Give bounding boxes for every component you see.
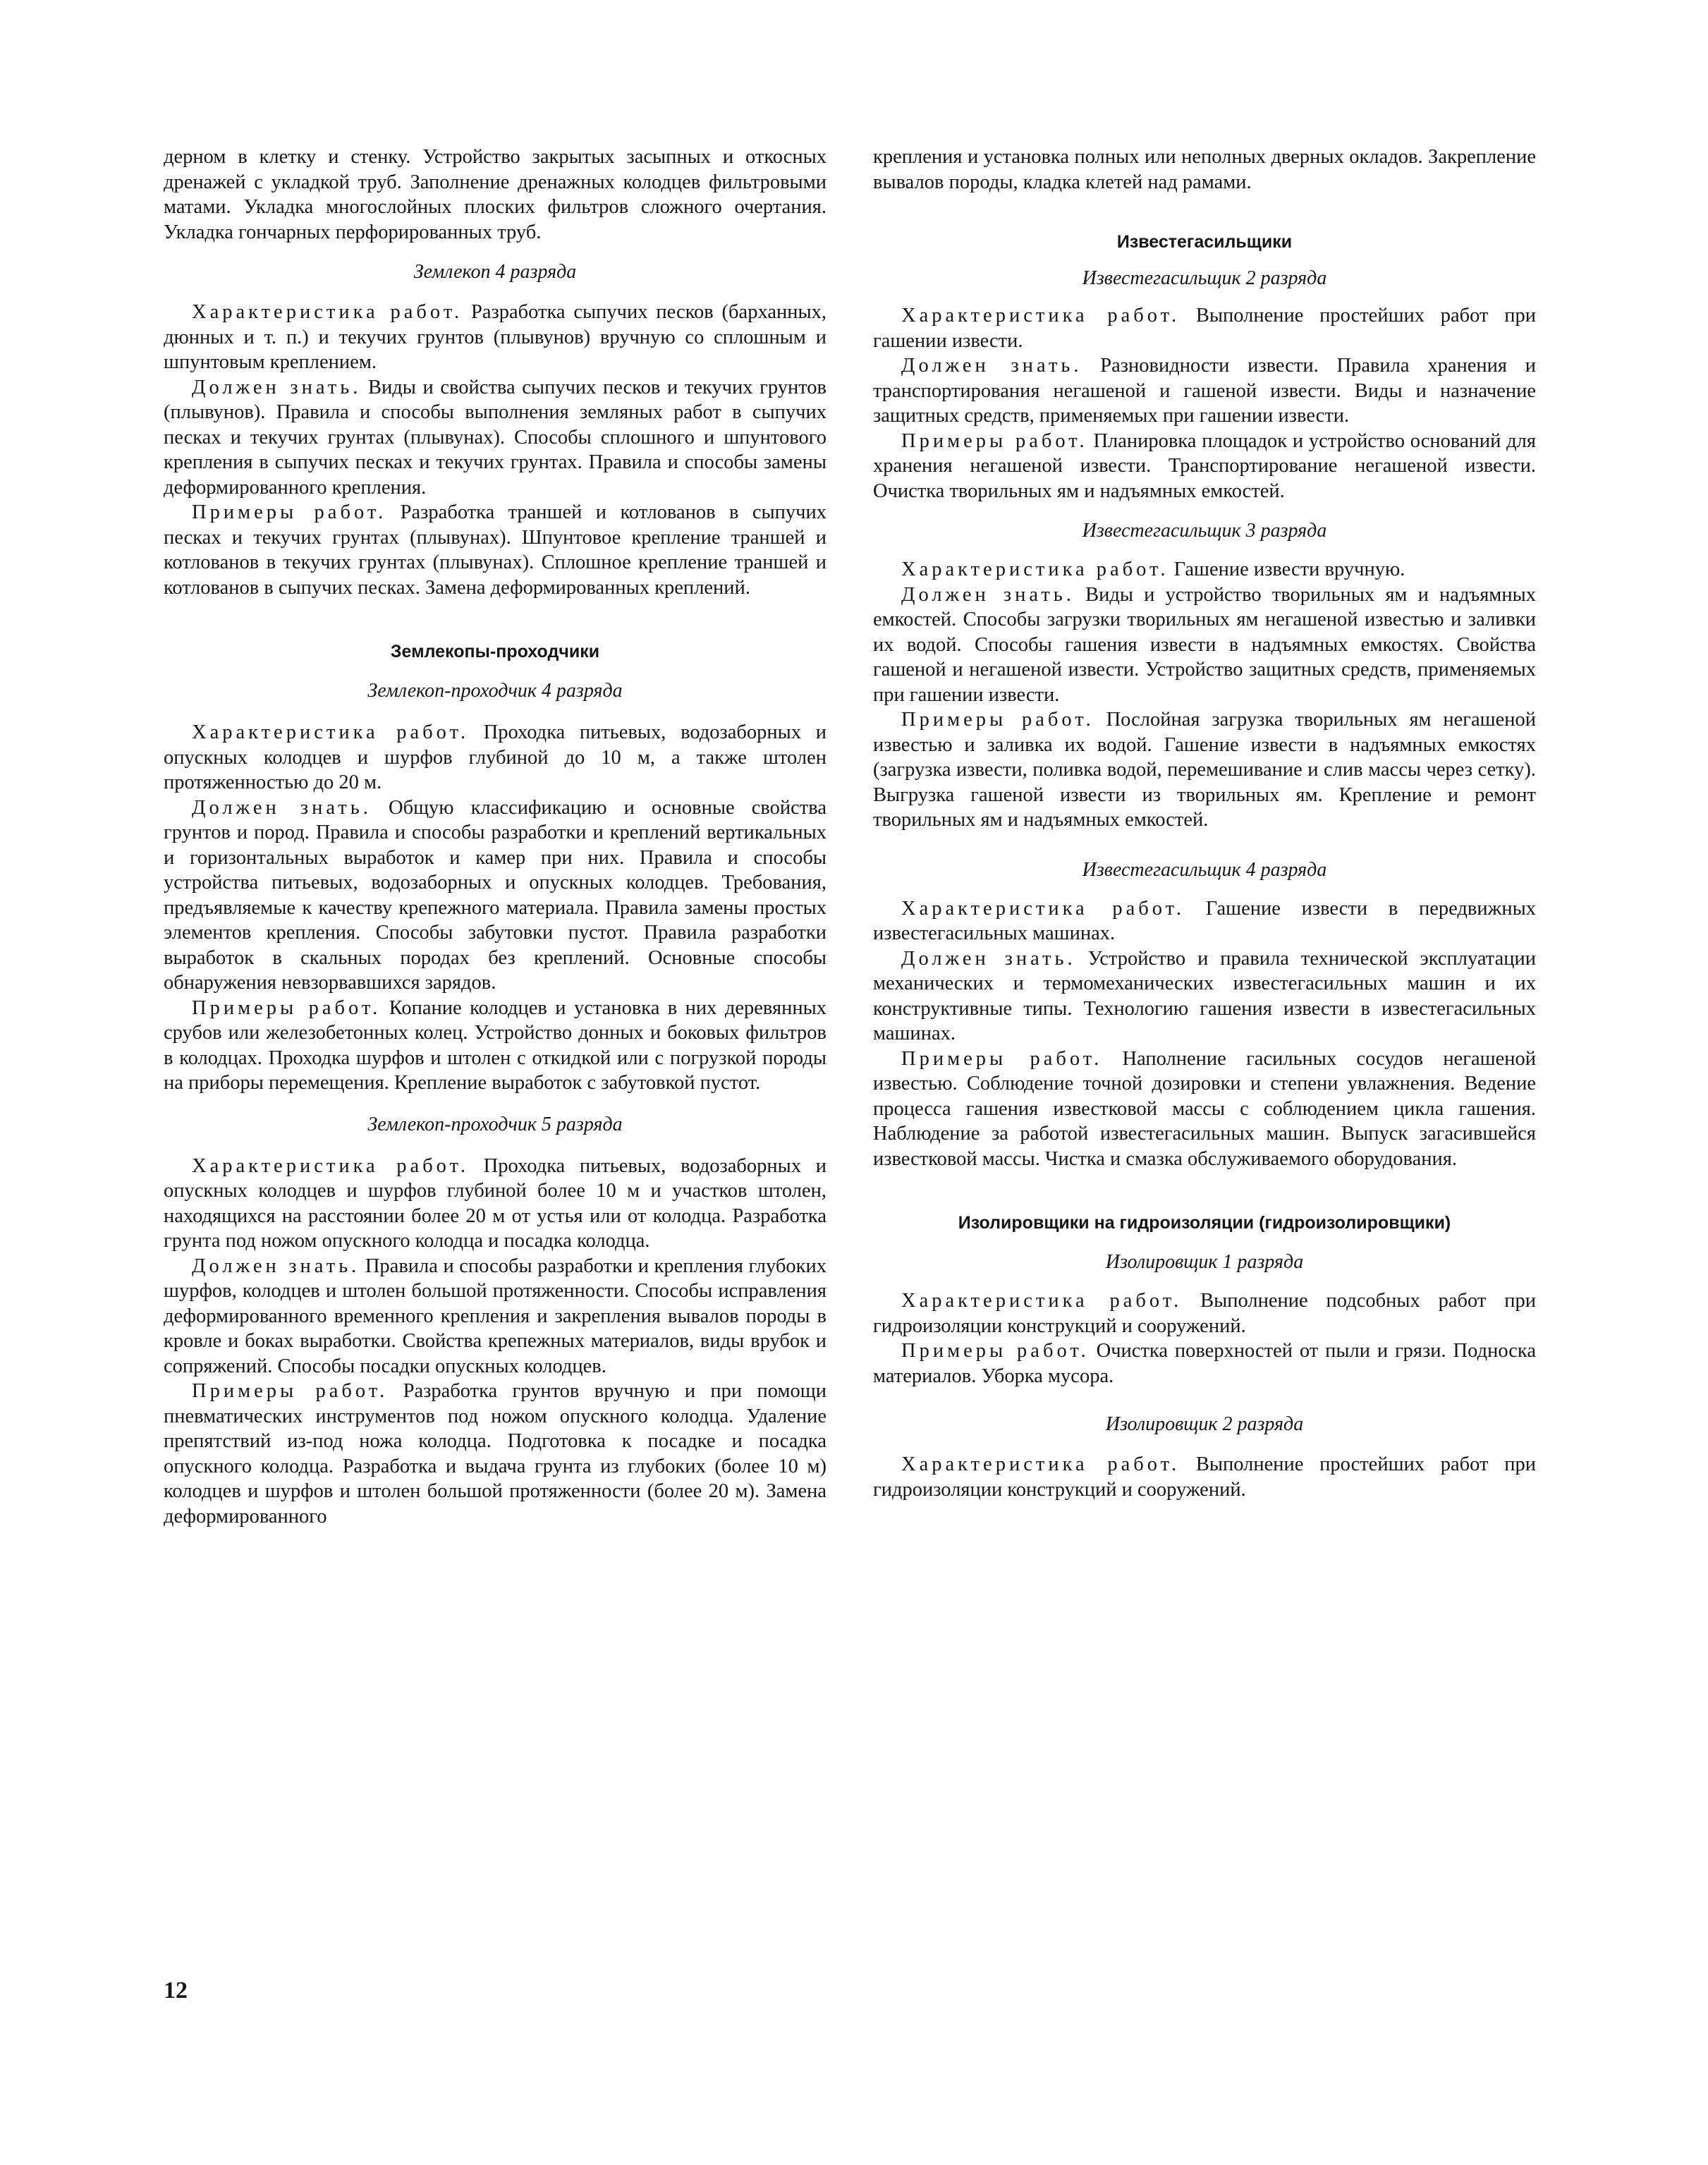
knowledge-label: Должен знать. [901,947,1076,970]
izvestegasilshchik-4-examples [873,1047,1536,1172]
knowledge-text: Общую классификацию и основные свойства грунтов и пород. Правила и способы разработки и креплений вертикальных и горизонтальных выработок и камер при них. Правила и способы устройства питьевых, водозаборных и опускных колодцев. Требования, предъявляемые к качеству крепежного материала. Правила замены простых элементов крепления. Способы забутовки пустот. Правила разработки выработок в скальных породах без креплений. Основные способы обнаружения невзорвавшихся зарядов. [164,796,826,994]
knowledge-label: Должен знать. [901,355,1082,377]
group-title-zemlekopy-prokhodchiki: Землекопы-проходчики [390,642,600,661]
section-title-izvestegasilshchik-4: Известегасильщик 4 разряда [1082,858,1327,881]
izolirovshchik-1-examples [873,1338,1536,1389]
characteristics-text: Разработка сыпучих песков (барханных, дюнных и т. п.) и текучих грунтов (плывунов) вручную со сплошным и шпунтовым креплением. [164,301,826,373]
zemlekop-4-knowledge [164,375,826,501]
izvestegasilshchik-3-knowledge [873,583,1536,708]
characteristics-text: Проходка питьевых, водозаборных и опускных колодцев и шурфов глубиной до 10 м, а также штолен протяженностью до 20 м. [164,721,826,793]
examples-label: Примеры работ. [192,501,387,523]
right-intro-paragraph: крепления и установка полных или неполных дверных окладов. Закрепление вывалов породы, кладка клетей над рамами. [873,146,1536,193]
section-title-zemlekop-4: Землекоп 4 разряда [413,261,577,283]
section-title-izolirovshchik-2: Изолировщик 2 разряда [1105,1413,1304,1435]
knowledge-label: Должен знать. [192,376,362,398]
examples-label: Примеры работ. [901,709,1094,731]
characteristics-text: Гашение извести вручную. [1169,559,1405,580]
zemlekop-prokhodchik-4-examples [164,996,826,1096]
izvestegasilshchik-3-examples [873,707,1536,833]
examples-text: Разработка траншей и котлованов в сыпучих песках и текучих грунтах (плывунах). Шпунтовое крепление траншей и котлованов в текучих грунтах (плывунах). Сплошное крепление траншей и котлованов в сыпучих песках. Замена деформированных креплений. [164,501,826,599]
section-title-izvestegasilshchik-3: Известегасильщик 3 разряда [1082,520,1327,542]
characteristics-label: Характеристика работ. [901,1290,1183,1312]
examples-label: Примеры работ. [901,429,1088,452]
examples-text: Разработка грунтов вручную и при помощи пневматических инструментов под ножом опускного колодца. Удаление препятствий из-под ножа колодца. Подготовка к посадке и посадка опускного колодца. Разработка и выдача грунта из глубоких (более 10 м) колодцев и шурфов и штолен большой протяженности (более 20 м). Замена деформированного [164,1380,826,1527]
examples-text: Наполнение гасильных сосудов негашеной известью. Соблюдение точной дозировки и степени увлажнения. Ведение процесса гашения известковой массы с соблюдением цикла гашения. Наблюдение за работой известегасильных машин. Выпуск загасившейся известковой массы. Чистка и смазка обслуживаемого оборудования. [873,1047,1536,1170]
group-title-izvestegasilshchiki: Известегасильщики [1116,232,1293,252]
characteristics-text: Выполнение простейших работ при гашении извести. [873,305,1536,352]
section-title-zemlekop-prokhodchik-4: Землекоп-проходчик 4 разряда [367,680,623,702]
izvestegasilshchik-2-examples [873,429,1536,504]
izolirovshchik-2-characteristics [873,1452,1536,1502]
izvestegasilshchik-2-knowledge [873,353,1536,429]
section-title-izvestegasilshchik-2: Известегасильщик 2 разряда [1082,267,1327,289]
section-title-zemlekop-prokhodchik-5: Землекоп-проходчик 5 разряда [367,1113,623,1135]
characteristics-label: Характеристика работ. [192,301,463,323]
zemlekop-prokhodchik-4-knowledge [164,795,826,996]
examples-label: Примеры работ. [192,996,382,1019]
characteristics-label: Характеристика работ. [901,305,1181,327]
examples-text: Планировка площадок и устройство оснований для хранения негашеной извести. Транспортирование негашеной извести. Очистка творильных ям и надъямных емкостей. [873,429,1536,502]
examples-text: Послойная загрузка творильных ям негашеной известью и заливка их водой. Гашение извести в надъямных емкостях (загрузка извести, поливка водой, перемешивание и слив массы через сетку). Выгрузка гашеной извести из творильных ям. Крепление и ремонт творильных ям и надъямных емкостей. [873,709,1536,831]
zemlekop-prokhodchik-5-examples [164,1379,826,1529]
knowledge-text: Правила и способы разработки и крепления глубоких шурфов, колодцев и штолен большой протяженности. Способы исправления деформированного временного крепления и закрепления вывалов породы в кровле и боках выработки. Свойства крепежных материалов, виды врубок и сопряжений. Способы посадки опускных колодцев. [164,1255,826,1377]
right-column [873,145,1536,1502]
characteristics-text: Выполнение подсобных работ при гидроизоляции конструкций и сооружений. [873,1290,1536,1337]
characteristics-label: Характеристика работ. [901,559,1169,580]
group-title-izolirovshchiki: Изолировщики на гидроизоляции (гидроизолировщики) [958,1213,1451,1233]
characteristics-label: Характеристика работ. [901,1453,1181,1475]
zemlekop-prokhodchik-5-characteristics [164,1154,826,1254]
knowledge-text: Виды и устройство творильных ям и надъямных емкостей. Способы загрузки творильных ям негашеной известью и заливки их водой. Способы гашения извести в надъямных емкостях. Свойства гашеной и негашеной извести. Устройство защитных средств, применяемых при гашении извести. [873,583,1536,706]
page-number: 12 [164,1977,188,2004]
knowledge-label: Должен знать. [192,1255,360,1277]
characteristics-text: Проходка питьевых, водозаборных и опускных колодцев и шурфов глубиной более 10 м и участков штолен, находящихся на расстоянии более 20 м от устья или от колодца. Разработка грунта под ножом опускного колодца и посадка колодца. [164,1154,826,1252]
izvestegasilshchik-2-characteristics [873,303,1536,353]
characteristics-label: Характеристика работ. [901,897,1185,920]
examples-label: Примеры работ. [192,1380,389,1402]
characteristics-text: Гашение извести в передвижных известегасильных машинах. [873,897,1536,944]
left-intro-paragraph: дерном в клетку и стенку. Устройство закрытых засыпных и откосных дренажей с укладкой труб. Заполнение дренажных колодцев фильтровыми матами. Укладка многослойных плоских фильтров сложного очертания. Укладка гончарных перфорированных труб. [164,146,826,243]
zemlekop-4-characteristics [164,300,826,375]
knowledge-text: Виды и свойства сыпучих песков и текучих грунтов (плывунов). Правила и способы выполнения земляных работ в сыпучих песках и текучих грунтах (плывунах). Способы сплошного и шпунтового крепления в сыпучих песках и текучих грунтах. Правила и способы замены деформированного крепления. [164,376,826,499]
izvestegasilshchik-4-knowledge [873,946,1536,1047]
characteristics-label: Характеристика работ. [192,1154,469,1177]
characteristics-label: Характеристика работ. [192,721,469,743]
izvestegasilshchik-4-characteristics [873,896,1536,946]
characteristics-text: Выполнение простейших работ при гидроизоляции конструкций и сооружений. [873,1453,1536,1501]
examples-text: Копание колодцев и установка в них деревянных срубов или железобетонных колец. Устройство донных и боковых фильтров в колодцах. Проходка шурфов и штолен с откидкой или с погрузкой породы на приборы перемещения. Крепление выработок с забутовкой пустот. [164,996,826,1094]
knowledge-text: Разновидности извести. Правила хранения и транспортирования негашеной и гашеной извести. Виды и назначение защитных средств, применяемых при гашении извести. [873,355,1537,427]
knowledge-label: Должен знать. [192,796,372,819]
examples-label: Примеры работ. [901,1340,1090,1362]
izvestegasilshchik-3-characteristics [873,557,1536,583]
zemlekop-prokhodchik-4-characteristics [164,720,826,795]
zemlekop-prokhodchik-5-knowledge [164,1254,826,1379]
left-column [164,145,826,1529]
knowledge-label: Должен знать. [901,583,1075,606]
examples-text: Очистка поверхностей от пыли и грязи. Подноска материалов. Уборка мусора. [873,1340,1536,1387]
izolirovshchik-1-characteristics [873,1288,1536,1338]
section-title-izolirovshchik-1: Изолировщик 1 разряда [1105,1251,1304,1273]
zemlekop-4-examples [164,500,826,600]
knowledge-text: Устройство и правила технической эксплуатации механических и термомеханических известегасильных машин и их конструктивные типы. Технологию гашения извести в известегасильных машинах. [873,947,1536,1044]
examples-label: Примеры работ. [901,1047,1103,1070]
